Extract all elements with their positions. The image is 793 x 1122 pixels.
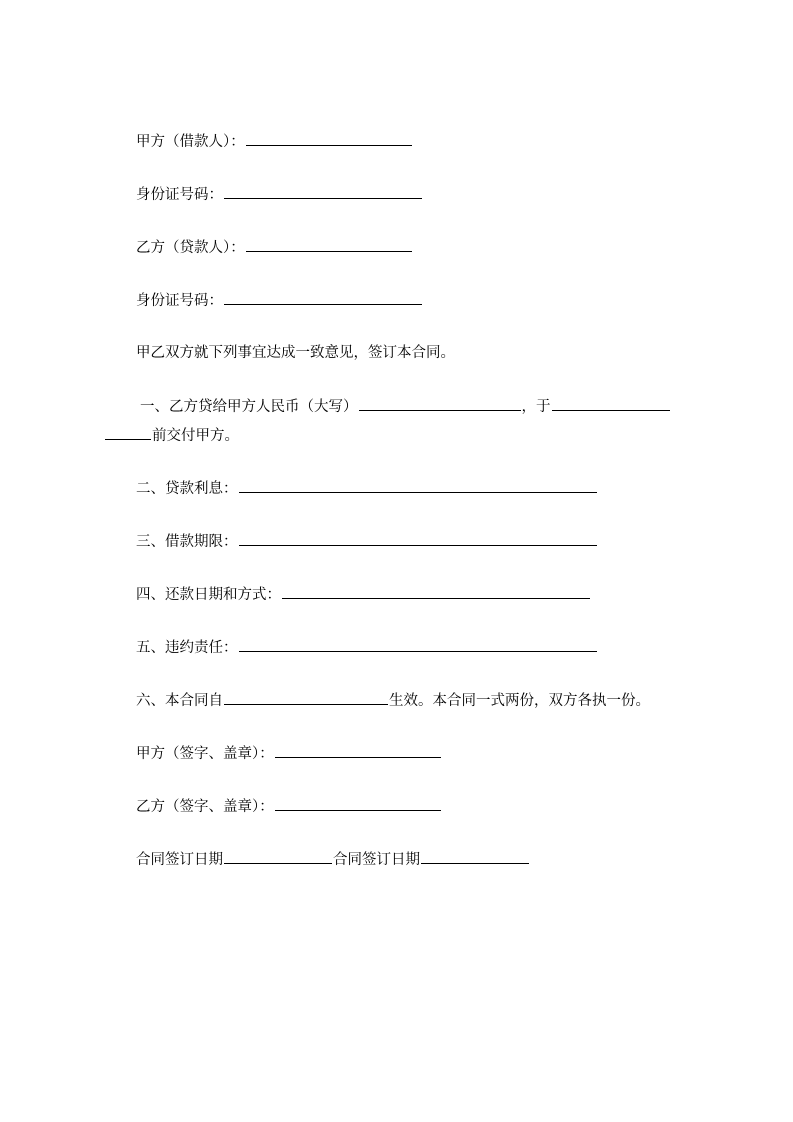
id-a-label: 身份证号码：: [136, 187, 223, 203]
date-blank-2[interactable]: [421, 849, 529, 864]
sign-a-blank[interactable]: [275, 743, 441, 758]
date-line: [136, 849, 530, 870]
delivery-date-blank-2[interactable]: [105, 425, 151, 440]
amount-blank[interactable]: [359, 396, 521, 411]
id-a-line: [136, 184, 423, 205]
party-b-line: [136, 237, 413, 258]
clause1-continuation: [104, 425, 239, 446]
agreement-line: [136, 343, 455, 363]
delivery-date-blank-1[interactable]: [552, 396, 670, 411]
interest-blank[interactable]: [239, 478, 597, 493]
clause1-line: [140, 396, 671, 417]
clause1-text-2: ，于: [521, 399, 551, 415]
sign-b-label: 乙方（签字、盖章）：: [136, 799, 274, 815]
clause1-text-3: 前交付甲方。: [152, 428, 239, 444]
id-b-line: [136, 290, 423, 311]
clause5-label: 五、违约责任：: [136, 640, 238, 656]
clause5-line: [136, 637, 598, 658]
party-a-blank[interactable]: [246, 131, 412, 146]
agreement-text: 甲乙双方就下列事宜达成一致意见，签订本合同。: [136, 345, 455, 361]
sign-b-line: [136, 796, 442, 817]
repayment-blank[interactable]: [282, 584, 590, 599]
party-b-label: 乙方（贷款人）：: [136, 240, 245, 256]
clause3-line: [136, 531, 598, 552]
term-blank[interactable]: [239, 531, 597, 546]
party-b-blank[interactable]: [246, 237, 412, 252]
date-blank-1[interactable]: [224, 849, 332, 864]
sign-a-line: [136, 743, 442, 764]
party-a-label: 甲方（借款人）：: [136, 134, 245, 150]
clause6-line: [136, 690, 650, 711]
clause4-line: [136, 584, 591, 605]
clause6-text-1: 六、本合同自: [136, 693, 223, 709]
date-label-1: 合同签订日期: [136, 852, 223, 868]
sign-b-blank[interactable]: [275, 796, 441, 811]
id-a-blank[interactable]: [224, 184, 422, 199]
liability-blank[interactable]: [239, 637, 597, 652]
sign-a-label: 甲方（签字、盖章）：: [136, 746, 274, 762]
date-label-2: 合同签订日期: [333, 852, 420, 868]
clause6-text-2: 生效。本合同一式两份，双方各执一份。: [389, 693, 650, 709]
clause2-label: 二、贷款利息：: [136, 481, 238, 497]
clause1-text-1: 一、乙方贷给甲方人民币（大写）: [140, 399, 358, 415]
clause2-line: [136, 478, 598, 499]
id-b-blank[interactable]: [224, 290, 422, 305]
clause3-label: 三、借款期限：: [136, 534, 238, 550]
id-b-label: 身份证号码：: [136, 293, 223, 309]
effective-date-blank[interactable]: [224, 690, 388, 705]
party-a-line: [136, 131, 413, 152]
clause4-label: 四、还款日期和方式：: [136, 587, 281, 603]
